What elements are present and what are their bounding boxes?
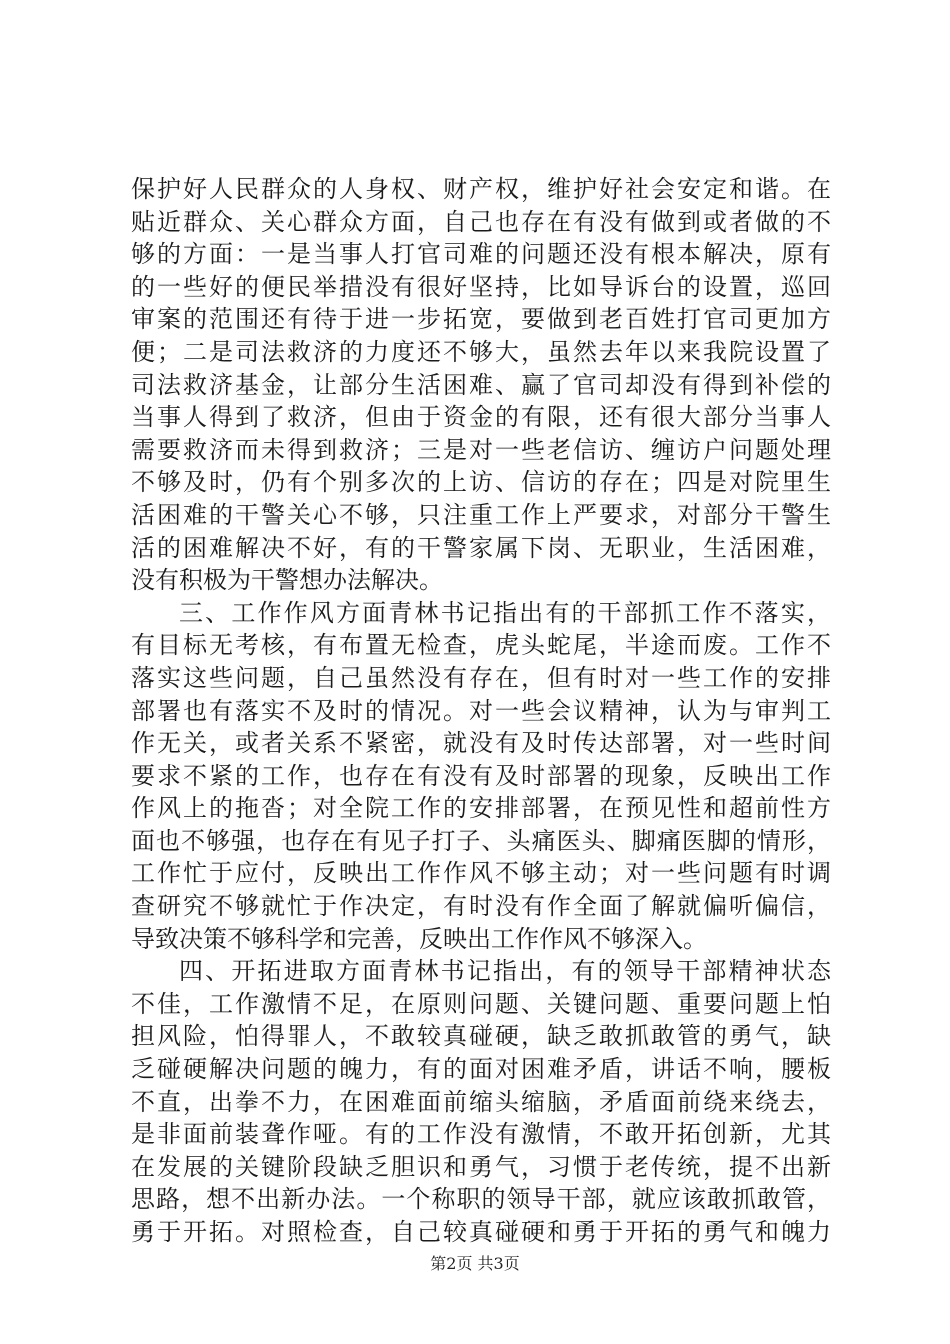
text-line: 思路，想不出新办法。一个称职的领导干部，就应该敢抓敢管， bbox=[131, 1185, 831, 1214]
text-line: 没有积极为干警想办法解决。 bbox=[131, 566, 443, 595]
text-line: 担风险，怕得罪人，不敢较真碰硬，缺乏敢抓敢管的勇气，缺 bbox=[131, 1022, 831, 1051]
text-line: 司法救济基金，让部分生活困难、赢了官司却没有得到补偿的 bbox=[131, 370, 831, 399]
text-line: 活困难的干警关心不够，只注重工作上严要求，对部分干警生 bbox=[131, 500, 831, 529]
text-line: 贴近群众、关心群众方面，自己也存在有没有做到或者做的不 bbox=[131, 207, 831, 236]
section-heading-line: 三、工作作风方面青林书记指出有的干部抓工作不落实， bbox=[179, 598, 831, 627]
text-line: 不佳，工作激情不足，在原则问题、关键问题、重要问题上怕 bbox=[131, 989, 831, 1018]
text-line: 作风上的拖沓；对全院工作的安排部署，在预见性和超前性方 bbox=[131, 794, 831, 823]
text-line: 活的困难解决不好，有的干警家属下岗、无职业，生活困难， bbox=[131, 533, 831, 562]
text-line: 查研究不够就忙于作决定，有时没有作全面了解就偏听偏信， bbox=[131, 892, 831, 921]
text-line: 不直，出拳不力，在困难面前缩头缩脑，矛盾面前绕来绕去， bbox=[131, 1087, 831, 1116]
text-line: 有目标无考核，有布置无检查，虎头蛇尾，半途而废。工作不 bbox=[131, 631, 831, 660]
text-line: 便；二是司法救济的力度还不够大，虽然去年以来我院设置了 bbox=[131, 337, 831, 366]
text-line: 够的方面：一是当事人打官司难的问题还没有根本解决，原有 bbox=[131, 240, 831, 269]
text-line: 勇于开拓。对照检查，自己较真碰硬和勇于开拓的勇气和魄力 bbox=[131, 1218, 831, 1246]
page-number-footer: 第2页 共3页 bbox=[430, 1254, 520, 1273]
text-line: 需要救济而未得到救济；三是对一些老信访、缠访户问题处理 bbox=[131, 435, 831, 464]
text-line: 当事人得到了救济，但由于资金的有限，还有很大部分当事人 bbox=[131, 403, 831, 432]
section-heading-line: 四、开拓进取方面青林书记指出，有的领导干部精神状态 bbox=[179, 957, 831, 986]
text-line: 在发展的关键阶段缺乏胆识和勇气，习惯于老传统，提不出新 bbox=[131, 1152, 831, 1181]
text-line: 是非面前装聋作哑。有的工作没有激情，不敢开拓创新，尤其 bbox=[131, 1120, 831, 1149]
document-body bbox=[131, 173, 831, 1249]
text-line: 的一些好的便民举措没有很好坚持，比如导诉台的设置，巡回 bbox=[131, 272, 831, 301]
text-line: 不够及时，仍有个别多次的上访、信访的存在；四是对院里生 bbox=[131, 468, 831, 497]
text-line: 落实这些问题，自己虽然没有存在，但有时对一些工作的安排 bbox=[131, 663, 831, 692]
text-line: 审案的范围还有待于进一步拓宽，要做到老百姓打官司更加方 bbox=[131, 305, 831, 334]
text-line: 要求不紧的工作，也存在有没有及时部署的现象，反映出工作 bbox=[131, 761, 831, 790]
text-line: 乏碰硬解决问题的魄力，有的面对困难矛盾，讲话不响，腰板 bbox=[131, 1055, 831, 1084]
text-line: 工作忙于应付，反映出工作作风不够主动；对一些问题有时调 bbox=[131, 859, 831, 888]
text-line: 保护好人民群众的人身权、财产权，维护好社会安定和谐。在 bbox=[131, 175, 831, 203]
text-line: 部署也有落实不及时的情况。对一些会议精神，认为与审判工 bbox=[131, 696, 831, 725]
text-line: 导致决策不够科学和完善，反映出工作作风不够深入。 bbox=[131, 924, 707, 953]
text-line: 面也不够强，也存在有见子打子、头痛医头、脚痛医脚的情形， bbox=[131, 826, 831, 855]
text-line: 作无关，或者关系不紧密，就没有及时传达部署，对一些时间 bbox=[131, 729, 831, 758]
